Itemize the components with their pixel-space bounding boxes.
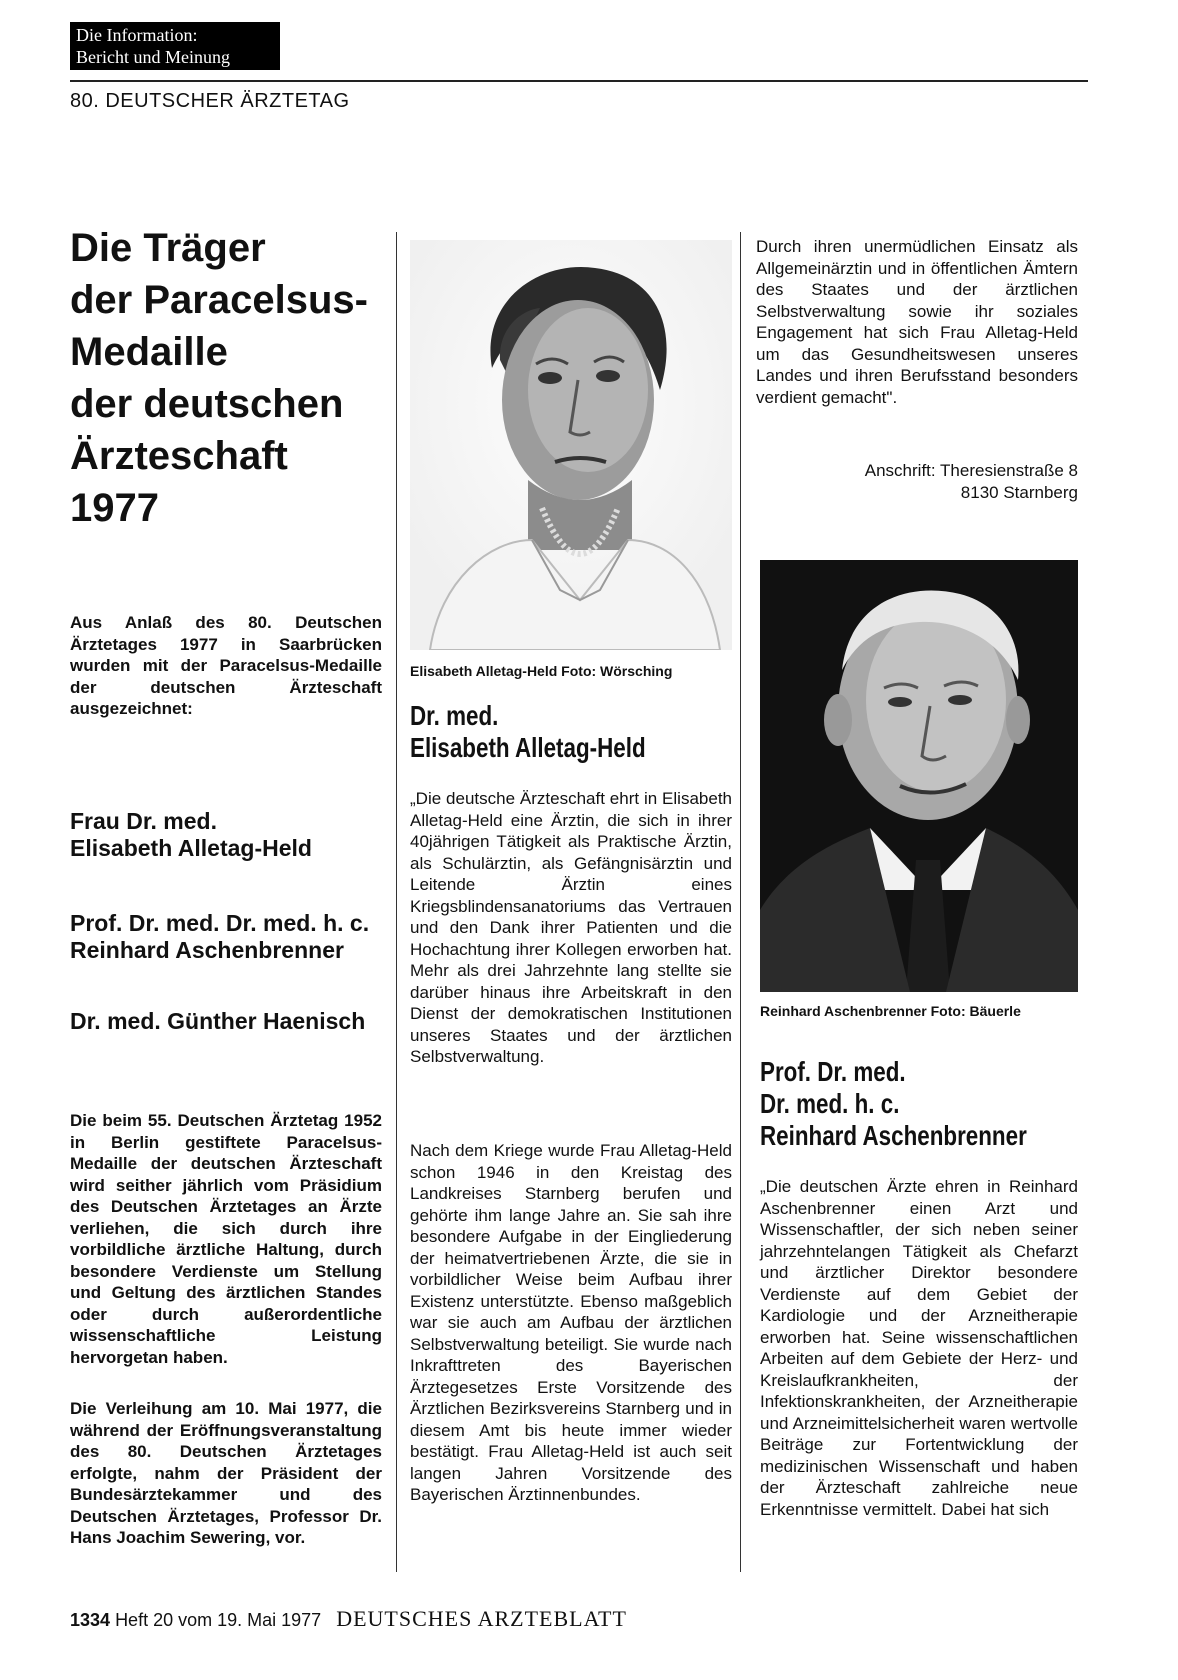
ceremony-paragraph: Die Verleihung am 10. Mai 1977, die während der Eröffnungsveranstaltung des 80. Deutschen Ärztetages erfolgte, nahm der Präsident der Bundesärztekammer und des Deutschen Ärztetages, Professor Dr. Hans Joachim Sewering, vor. [70, 1399, 382, 1547]
header-rule [70, 80, 1088, 82]
page-footer [70, 1606, 627, 1632]
heading-line: Dr. med. [410, 700, 499, 731]
intro-paragraph: Aus Anlaß des 80. Deutschen Ärztetages 1977 in Saarbrücken wurden mit der Paracelsus-Medaille der deutschen Ärzteschaft ausgezeichnet: [70, 613, 382, 718]
portrait-alletag-held [410, 240, 732, 650]
magazine-name: DEUTSCHES ARZTEBLATT [336, 1606, 627, 1631]
laureate-1-line: Elisabeth Alletag-Held [70, 835, 312, 861]
rubric-line-1: Die Information: [76, 25, 198, 45]
laureate-1 [70, 808, 312, 862]
page-number: 1334 [70, 1610, 111, 1630]
address-line-2: 8130 Starnberg [960, 483, 1078, 502]
citation-alletag-held: „Die deutsche Ärzteschaft ehrt in Elisabeth Alletag-Held eine Ärztin, die sich in ihrer 40jährigen Tätigkeit als Praktische Ärztin, als Schulärztin, als Gefängnisärztin und Leitende Ärztin eines Kriegsblindensanatoriums das Vertrauen und den Dank ihrer Patienten und die Hochachtung ihrer Kollegen erworben hat. Mehr als drei Jahrzehnte lang stellte sie darüber hinaus ihre Arbeitskraft in den Dienst der demokratischen Institutionen unseres Staates und der ärztlichen Selbstverwaltung. [410, 789, 732, 1066]
photo-caption-alletag-held: Elisabeth Alletag-Held Foto: Wörsching [410, 663, 673, 679]
title-line: Die Träger [70, 226, 266, 270]
section-title: 80. DEUTSCHER ÄRZTETAG [70, 90, 350, 112]
title-line: der Paracelsus- [70, 278, 368, 322]
column-rule-2 [740, 232, 741, 1572]
laureate-3-line: Dr. med. Günther Haenisch [70, 1008, 366, 1034]
portrait-aschenbrenner [760, 560, 1078, 992]
address-line-1: Anschrift: Theresienstraße 8 [864, 461, 1078, 480]
title-line: der deutschen [70, 382, 344, 426]
issue-info: Heft 20 vom 19. Mai 1977 [115, 1610, 322, 1630]
laureate-2-line: Reinhard Aschenbrenner [70, 937, 344, 963]
photo-caption-aschenbrenner: Reinhard Aschenbrenner Foto: Bäuerle [760, 1003, 1021, 1019]
portrait-photo-1 [410, 240, 732, 650]
laureate-2 [70, 910, 369, 964]
portrait-photo-2 [760, 560, 1078, 992]
laureate-heading-aschenbrenner [760, 1056, 1027, 1152]
title-line: Ärzteschaft [70, 434, 288, 478]
citation-conclusion: Durch ihren unermüdlichen Einsatz als Allgemeinärztin und in öffentlichen Ämtern des Staates und der ärztlichen Selbstverwaltung sowie ihr soziales Engagement hat sich Frau Alletag-Held um das Gesundheitswesen unseres Landes und ihren Berufsstand besonders verdient gemacht". [756, 237, 1078, 407]
heading-line: Dr. med. h. c. [760, 1088, 900, 1119]
heading-line: Reinhard Aschenbrenner [760, 1120, 1027, 1151]
rubric-line-2: Bericht und Meinung [76, 47, 230, 67]
citation-aschenbrenner: „Die deutschen Ärzte ehren in Reinhard Aschenbrenner einen Arzt und Wissenschaftler, der sich neben seiner jahrzehntelangen Tätigkeit als Chefarzt und ärztlicher Direktor besondere Verdienste auf dem Gebiet der Kardiologie und der Arzneitherapie erworben hat. Seine wissenschaftlichen Arbeiten auf dem Gebiete der Herz- und Kreislaufkrankheiten, der Infektionskrankheiten, der Arzneitherapie und Arzneimittelsicherheit waren wertvolle Beiträge zur Fortentwicklung der medizinischen Wissenschaft und haben der Ärzteschaft zahlreiche neue Erkenntnisse vermittelt. Dabei hat sich [760, 1177, 1078, 1519]
laureate-heading-alletag-held [410, 700, 646, 764]
heading-line: Prof. Dr. med. [760, 1056, 906, 1087]
laureate-3 [70, 1008, 365, 1035]
laureate-1-line: Frau Dr. med. [70, 808, 217, 834]
column-rule-1 [396, 232, 397, 1572]
article-title [70, 222, 400, 534]
history-paragraph: Die beim 55. Deutschen Ärztetag 1952 in Berlin gestiftete Paracelsus-Medaille der deutschen Ärzteschaft wird seither jährlich vom Präsidium des Deutschen Ärztetages an Ärzte verliehen, die sich durch ihre vorbildliche ärztliche Haltung, durch besondere Verdienste um Stellung und Geltung des ärztlichen Standes oder durch außerordentliche wissenschaftliche Leistung hervorgetan haben. [70, 1111, 382, 1367]
title-line: 1977 [70, 486, 159, 530]
heading-line: Elisabeth Alletag-Held [410, 732, 646, 763]
title-line: Medaille [70, 330, 228, 374]
laureate-2-line: Prof. Dr. med. Dr. med. h. c. [70, 910, 370, 936]
rubric-tag [70, 22, 280, 70]
biography-alletag-held: Nach dem Kriege wurde Frau Alletag-Held schon 1946 in den Kreistag des Landkreises Starnberg berufen und gehörte ihm lange Jahre an. Sie sah ihre besondere Aufgabe in der Eingliederung der heimatvertriebenen Ärzte, die sie in vorbildlicher Weise beim Aufbau ihrer Existenz unterstützte. Ebenso maßgeblich war sie auch am Aufbau der ärztlichen Selbstverwaltung beteiligt. Sie wurde nach Inkrafttreten des Bayerischen Ärztegesetzes Erste Vorsitzende des Ärztlichen Bezirksvereins Starnberg und in diesem Amt bis heute immer wieder bestätigt. Frau Alletag-Held ist auch seit langen Jahren Vorsitzende des Bayerischen Ärztinnenbundes. [410, 1141, 732, 1504]
